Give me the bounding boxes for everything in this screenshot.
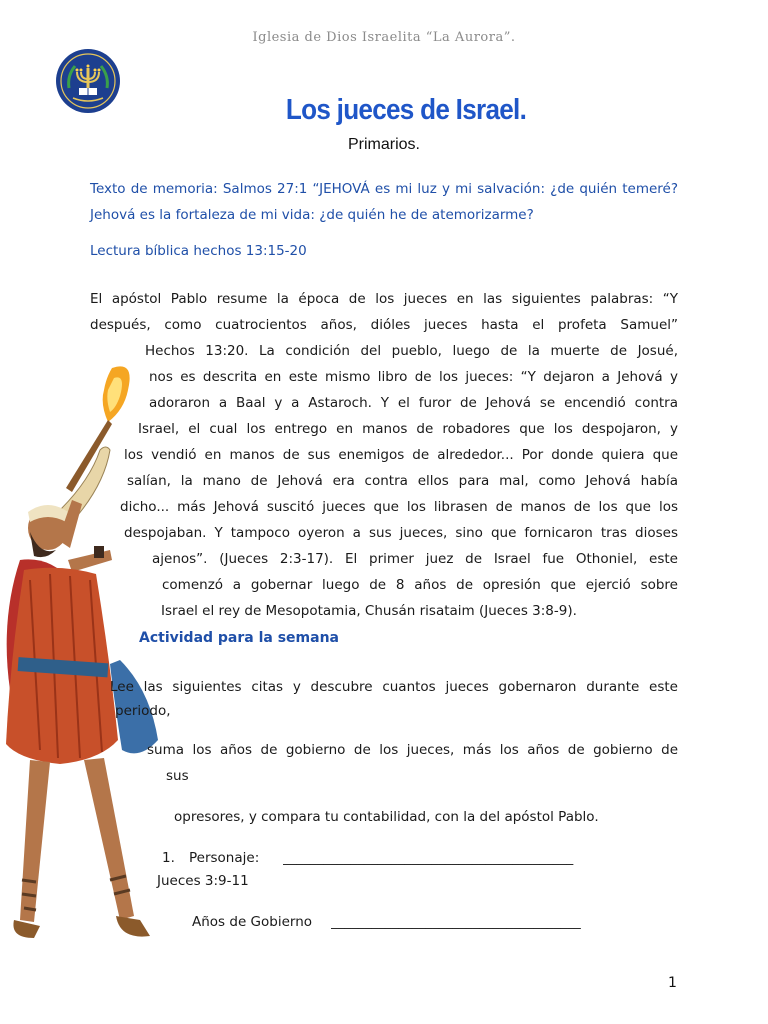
years-blank-field[interactable]: _____________________________________ <box>331 914 581 930</box>
body-line: Israel el rey de Mesopotamia, Chusán risataim (Jueces 3:8-9). <box>161 603 577 619</box>
body-line: adoraron a Baal y a Astaroch. Y el furor de Jehová se encendió contra <box>149 395 678 411</box>
body-line: despojaban. Y tampoco oyeron a sus jueces, sino que fornicaron tras dioses <box>124 525 678 541</box>
bible-reading: Lectura bíblica hechos 13:15-20 <box>90 243 307 259</box>
activity-heading: Actividad para la semana <box>139 630 340 646</box>
list-number: 1. <box>162 850 175 866</box>
instruction-line: opresores, y compara tu contabilidad, con la del apóstol Pablo. <box>174 809 599 825</box>
page-number: 1 <box>668 975 677 991</box>
verse-reference: Jueces 3:9-11 <box>157 873 249 889</box>
years-label: Años de Gobierno <box>192 914 313 930</box>
body-line: dicho... más Jehová suscitó jueces que los librasen de manos de los que los <box>120 499 678 515</box>
body-line: El apóstol Pablo resume la época de los jueces en las siguientes palabras: “Y <box>90 291 678 307</box>
instruction-line: suma los años de gobierno de los jueces, más los años de gobierno de <box>147 742 678 758</box>
memory-verse: Texto de memoria: Salmos 27:1 “JEHOVÁ es mi luz y mi salvación: ¿de quién temeré? Jehová es la fortaleza de mi vida: ¿de quién he de atemorizarme? <box>90 181 678 223</box>
body-line: ajenos”. (Jueces 2:3-17). El primer juez de Israel fue Othoniel, este <box>152 551 678 567</box>
instruction-line: Lee las siguientes citas y descubre cuantos jueces gobernaron durante este <box>110 679 678 695</box>
instruction-line: periodo, <box>115 703 171 719</box>
instruction-line: sus <box>166 768 189 784</box>
body-line: los vendió en manos de sus enemigos de alrededor... Por donde quiera que <box>124 447 678 463</box>
character-label: Personaje: <box>189 850 260 866</box>
body-line: después, como cuatrocientos años, dióles jueces hasta el profeta Samuel” <box>90 317 678 333</box>
body-line: comenzó a gobernar luego de 8 años de opresión que ejerció sobre <box>162 577 678 593</box>
body-line: salían, la mano de Jehová era contra ellos para mal, como Jehová había <box>127 473 678 489</box>
page-title: Los jueces de Israel. <box>285 94 527 126</box>
character-blank-field[interactable]: ___________________________________________ <box>283 850 574 866</box>
body-line: nos es descrita en este mismo libro de los jueces: “Y dejaron a Jehová y <box>149 369 678 385</box>
body-line: Hechos 13:20. La condición del pueblo, luego de la muerte de Josué, <box>145 343 678 359</box>
body-line: Israel, el cual los entrego en manos de robadores que los despojaron, y <box>138 421 678 437</box>
church-header: Iglesia de Dios Israelita “La Aurora”. <box>252 30 516 45</box>
page-subtitle: Primarios. <box>347 136 420 153</box>
